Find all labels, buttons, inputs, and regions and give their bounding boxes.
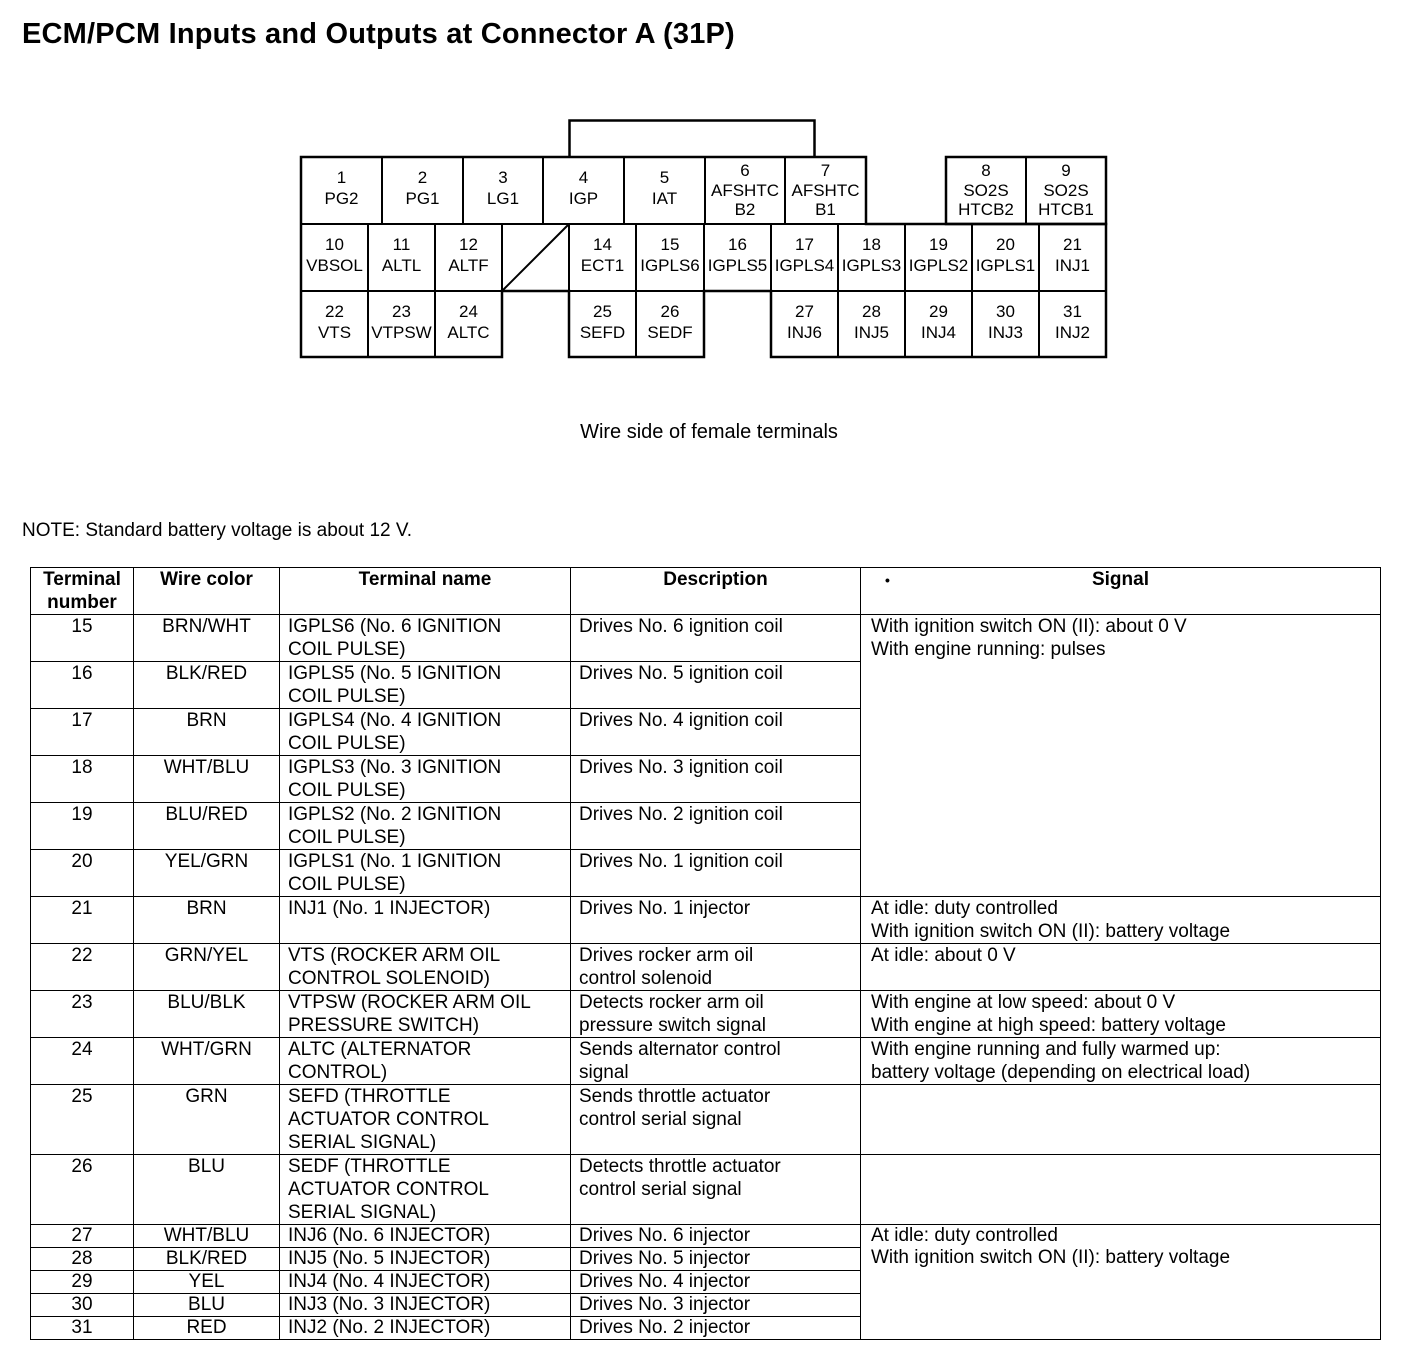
table-header-row xyxy=(31,568,1381,615)
terminal-number-cell: 20 xyxy=(31,850,134,897)
header-terminal-number: Terminal number xyxy=(31,568,134,615)
connector-terminal xyxy=(636,301,704,343)
connector-terminal xyxy=(301,301,368,343)
wire-color-cell: WHT/BLU xyxy=(134,1225,280,1248)
terminal-number-cell: 17 xyxy=(31,709,134,756)
terminal-code: SO2S HTCB1 xyxy=(1038,181,1094,219)
signal-header-mark: • xyxy=(885,572,890,588)
connector-terminal xyxy=(569,234,636,276)
terminal-name-cell: INJ1 (No. 1 INJECTOR) xyxy=(280,897,571,944)
terminal-code: INJ5 xyxy=(854,323,889,342)
page-title: ECM/PCM Inputs and Outputs at Connector A (31P) xyxy=(22,18,735,50)
description-cell: Drives No. 5 ignition coil xyxy=(571,662,861,709)
header-wire-color: Wire color xyxy=(134,568,280,615)
terminal-number-cell: 30 xyxy=(31,1294,134,1317)
terminal-number: 27 xyxy=(795,302,814,321)
terminal-name-cell: SEFD (THROTTLE ACTUATOR CONTROL SERIAL SIGNAL) xyxy=(280,1085,571,1155)
connector-terminal xyxy=(569,301,636,343)
terminal-code: INJ4 xyxy=(921,323,956,342)
table-row xyxy=(31,944,1381,991)
terminal-number-cell: 21 xyxy=(31,897,134,944)
connector-terminal xyxy=(771,301,838,343)
terminal-number: 2 xyxy=(417,168,428,187)
terminal-code: INJ1 xyxy=(1055,256,1090,275)
terminal-number-cell: 26 xyxy=(31,1155,134,1225)
terminal-code: INJ6 xyxy=(787,323,822,342)
connector-terminal xyxy=(435,301,502,343)
wire-color-cell: BRN/WHT xyxy=(134,615,280,662)
terminal-name-cell: IGPLS5 (No. 5 IGNITION COIL PULSE) xyxy=(280,662,571,709)
terminal-name-cell: ALTC (ALTERNATOR CONTROL) xyxy=(280,1038,571,1085)
wire-color-cell: GRN xyxy=(134,1085,280,1155)
signal-cell: With engine running and fully warmed up: battery voltage (depending on electrical load) xyxy=(861,1038,1381,1085)
terminal-number: 4 xyxy=(578,168,589,187)
terminal-number: 28 xyxy=(862,302,881,321)
terminal-number: 25 xyxy=(593,302,612,321)
terminal-name-cell: IGPLS3 (No. 3 IGNITION COIL PULSE) xyxy=(280,756,571,803)
terminal-code: PG1 xyxy=(405,189,440,208)
terminal-number-cell: 27 xyxy=(31,1225,134,1248)
terminal-code: IGPLS6 xyxy=(640,256,700,275)
table-row xyxy=(31,1085,1381,1155)
terminal-name-cell: INJ6 (No. 6 INJECTOR) xyxy=(280,1225,571,1248)
wire-color-cell: BLU xyxy=(134,1294,280,1317)
terminal-number-cell: 15 xyxy=(31,615,134,662)
connector-terminal xyxy=(972,301,1039,343)
terminal-name-cell: SEDF (THROTTLE ACTUATOR CONTROL SERIAL SIGNAL) xyxy=(280,1155,571,1225)
terminal-code: PG2 xyxy=(324,189,359,208)
connector-terminal xyxy=(435,234,502,276)
connector-terminal xyxy=(838,234,905,276)
terminal-number: 12 xyxy=(459,235,478,254)
description-cell: Sends alternator control signal xyxy=(571,1038,861,1085)
description-cell: Drives No. 2 ignition coil xyxy=(571,803,861,850)
terminal-name-cell: INJ3 (No. 3 INJECTOR) xyxy=(280,1294,571,1317)
terminal-code: AFSHTC B1 xyxy=(791,181,860,219)
terminal-code: LG1 xyxy=(486,189,520,208)
terminal-number: 17 xyxy=(795,235,814,254)
terminal-number-cell: 16 xyxy=(31,662,134,709)
terminal-name-cell: IGPLS6 (No. 6 IGNITION COIL PULSE) xyxy=(280,615,571,662)
wire-color-cell: YEL xyxy=(134,1271,280,1294)
connector-terminal xyxy=(382,167,463,209)
wire-color-cell: BRN xyxy=(134,897,280,944)
connector-terminal xyxy=(624,167,705,209)
terminal-number: 15 xyxy=(660,235,680,254)
terminal-code: IGPLS3 xyxy=(841,256,902,275)
connector-terminal xyxy=(704,234,771,276)
terminal-number: 1 xyxy=(336,168,347,187)
terminal-name-cell: VTPSW (ROCKER ARM OIL PRESSURE SWITCH) xyxy=(280,991,571,1038)
description-cell: Drives No. 6 injector xyxy=(571,1225,861,1248)
header-terminal-name: Terminal name xyxy=(280,568,571,615)
terminal-number-cell: 19 xyxy=(31,803,134,850)
terminal-number-cell: 28 xyxy=(31,1248,134,1271)
terminal-code: IGP xyxy=(568,189,599,208)
terminal-number: 24 xyxy=(459,302,478,321)
terminal-code: VTPSW xyxy=(371,323,432,342)
terminal-number-cell: 18 xyxy=(31,756,134,803)
terminal-number-cell: 29 xyxy=(31,1271,134,1294)
signal-cell: With engine at low speed: about 0 V With engine at high speed: battery voltage xyxy=(861,991,1381,1038)
terminal-code: IGPLS2 xyxy=(908,256,969,275)
terminal-name-cell: INJ5 (No. 5 INJECTOR) xyxy=(280,1248,571,1271)
terminal-code: IGPLS1 xyxy=(975,256,1036,275)
terminal-name-cell: IGPLS4 (No. 4 IGNITION COIL PULSE) xyxy=(280,709,571,756)
terminal-number: 14 xyxy=(593,235,612,254)
terminal-number: 23 xyxy=(392,302,411,321)
description-cell: Drives No. 4 ignition coil xyxy=(571,709,861,756)
signal-cell xyxy=(861,1155,1381,1225)
connector-terminal xyxy=(905,301,972,343)
terminal-number-cell: 24 xyxy=(31,1038,134,1085)
wire-color-cell: BRN xyxy=(134,709,280,756)
terminal-name-cell: IGPLS2 (No. 2 IGNITION COIL PULSE) xyxy=(280,803,571,850)
connector-terminal xyxy=(972,234,1039,276)
terminal-number: 21 xyxy=(1063,235,1082,254)
terminal-code: SEDF xyxy=(647,323,693,342)
signal-cell xyxy=(861,1085,1381,1155)
wire-color-cell: RED xyxy=(134,1317,280,1340)
terminal-number: 5 xyxy=(659,168,670,187)
wire-color-cell: GRN/YEL xyxy=(134,944,280,991)
description-cell: Drives No. 1 ignition coil xyxy=(571,850,861,897)
terminal-code: AFSHTC B2 xyxy=(711,181,779,219)
terminal-code: ALTF xyxy=(448,256,489,275)
terminal-number-cell: 25 xyxy=(31,1085,134,1155)
connector-outline xyxy=(0,0,1408,460)
connector-terminal xyxy=(905,234,972,276)
terminal-code: VBSOL xyxy=(306,256,363,275)
table-row xyxy=(31,615,1381,662)
terminal-code: ALTL xyxy=(381,256,422,275)
connector-terminal xyxy=(543,167,624,209)
terminal-code: INJ2 xyxy=(1055,323,1090,342)
description-cell: Drives No. 5 injector xyxy=(571,1248,861,1271)
terminal-code: IGPLS5 xyxy=(707,256,768,275)
table-row xyxy=(31,991,1381,1038)
terminal-code: SO2S HTCB2 xyxy=(958,181,1014,219)
terminal-number: 26 xyxy=(660,302,680,321)
description-cell: Detects throttle actuator control serial signal xyxy=(571,1155,861,1225)
terminal-number: 6 xyxy=(740,161,750,180)
terminal-number: 31 xyxy=(1063,302,1082,321)
description-cell: Drives No. 2 injector xyxy=(571,1317,861,1340)
header-description: Description xyxy=(571,568,861,615)
terminal-number: 7 xyxy=(820,161,831,180)
description-cell: Drives No. 3 injector xyxy=(571,1294,861,1317)
terminal-code: SEFD xyxy=(579,323,626,342)
description-cell: Drives No. 6 ignition coil xyxy=(571,615,861,662)
terminal-number-cell: 23 xyxy=(31,991,134,1038)
description-cell: Sends throttle actuator control serial signal xyxy=(571,1085,861,1155)
connector-terminal xyxy=(636,234,704,276)
connector-terminal xyxy=(368,301,435,343)
connector-terminal xyxy=(1039,234,1106,276)
terminal-number-cell: 31 xyxy=(31,1317,134,1340)
terminal-number: 18 xyxy=(862,235,881,254)
terminal-number-cell: 22 xyxy=(31,944,134,991)
terminal-number: 19 xyxy=(929,235,948,254)
note-text: NOTE: Standard battery voltage is about 12 V. xyxy=(22,520,413,541)
description-cell: Drives rocker arm oil control solenoid xyxy=(571,944,861,991)
terminal-number: 20 xyxy=(996,235,1015,254)
terminal-number: 9 xyxy=(1061,161,1071,180)
wire-color-cell: WHT/GRN xyxy=(134,1038,280,1085)
wire-color-cell: BLK/RED xyxy=(134,1248,280,1271)
connector-terminal xyxy=(463,167,543,209)
connector-terminal xyxy=(771,234,838,276)
table-row xyxy=(31,1155,1381,1225)
wire-color-cell: BLU xyxy=(134,1155,280,1225)
connector-terminal xyxy=(301,234,368,276)
connector-diagram xyxy=(0,0,1408,460)
signal-cell: At idle: duty controlled With ignition switch ON (II): battery voltage xyxy=(861,897,1381,944)
terminal-code: ALTC xyxy=(447,323,490,342)
connector-terminal xyxy=(1039,301,1106,343)
connector-terminal xyxy=(1026,160,1106,219)
terminal-code: IGPLS4 xyxy=(774,256,835,275)
terminal-name-cell: INJ4 (No. 4 INJECTOR) xyxy=(280,1271,571,1294)
connector-caption: Wire side of female terminals xyxy=(580,421,838,443)
wire-color-cell: WHT/BLU xyxy=(134,756,280,803)
terminal-code: IAT xyxy=(651,189,678,208)
table-row xyxy=(31,897,1381,944)
header-signal: Signal xyxy=(861,568,1381,615)
signal-cell: At idle: duty controlled With ignition switch ON (II): battery voltage xyxy=(861,1225,1381,1340)
terminal-name-cell: VTS (ROCKER ARM OIL CONTROL SOLENOID) xyxy=(280,944,571,991)
terminal-code: INJ3 xyxy=(988,323,1023,342)
description-cell: Drives No. 4 injector xyxy=(571,1271,861,1294)
terminal-name-cell: IGPLS1 (No. 1 IGNITION COIL PULSE) xyxy=(280,850,571,897)
signal-cell: At idle: about 0 V xyxy=(861,944,1381,991)
description-cell: Drives No. 3 ignition coil xyxy=(571,756,861,803)
terminal-number: 10 xyxy=(325,235,344,254)
terminal-number: 29 xyxy=(929,302,948,321)
wire-color-cell: BLK/RED xyxy=(134,662,280,709)
terminal-number: 11 xyxy=(392,235,411,254)
terminal-number: 16 xyxy=(728,235,747,254)
wire-color-cell: YEL/GRN xyxy=(134,850,280,897)
connector-terminal xyxy=(368,234,435,276)
terminal-number: 3 xyxy=(498,168,508,187)
description-cell: Drives No. 1 injector xyxy=(571,897,861,944)
terminal-number: 30 xyxy=(996,302,1015,321)
terminal-number: 8 xyxy=(981,161,991,180)
connector-terminal xyxy=(946,160,1026,219)
wire-color-cell: BLU/RED xyxy=(134,803,280,850)
terminal-name-cell: INJ2 (No. 2 INJECTOR) xyxy=(280,1317,571,1340)
table-row xyxy=(31,1225,1381,1248)
terminal-table xyxy=(30,567,1381,1340)
connector-terminal xyxy=(785,160,866,219)
description-cell: Detects rocker arm oil pressure switch signal xyxy=(571,991,861,1038)
terminal-code: VTS xyxy=(317,323,352,342)
terminal-code: ECT1 xyxy=(580,256,625,275)
connector-terminal xyxy=(705,160,785,219)
signal-cell: With ignition switch ON (II): about 0 V With engine running: pulses xyxy=(861,615,1381,897)
terminal-number: 22 xyxy=(325,302,344,321)
connector-terminal xyxy=(838,301,905,343)
connector-terminal xyxy=(301,167,382,209)
wire-color-cell: BLU/BLK xyxy=(134,991,280,1038)
table-row xyxy=(31,1038,1381,1085)
